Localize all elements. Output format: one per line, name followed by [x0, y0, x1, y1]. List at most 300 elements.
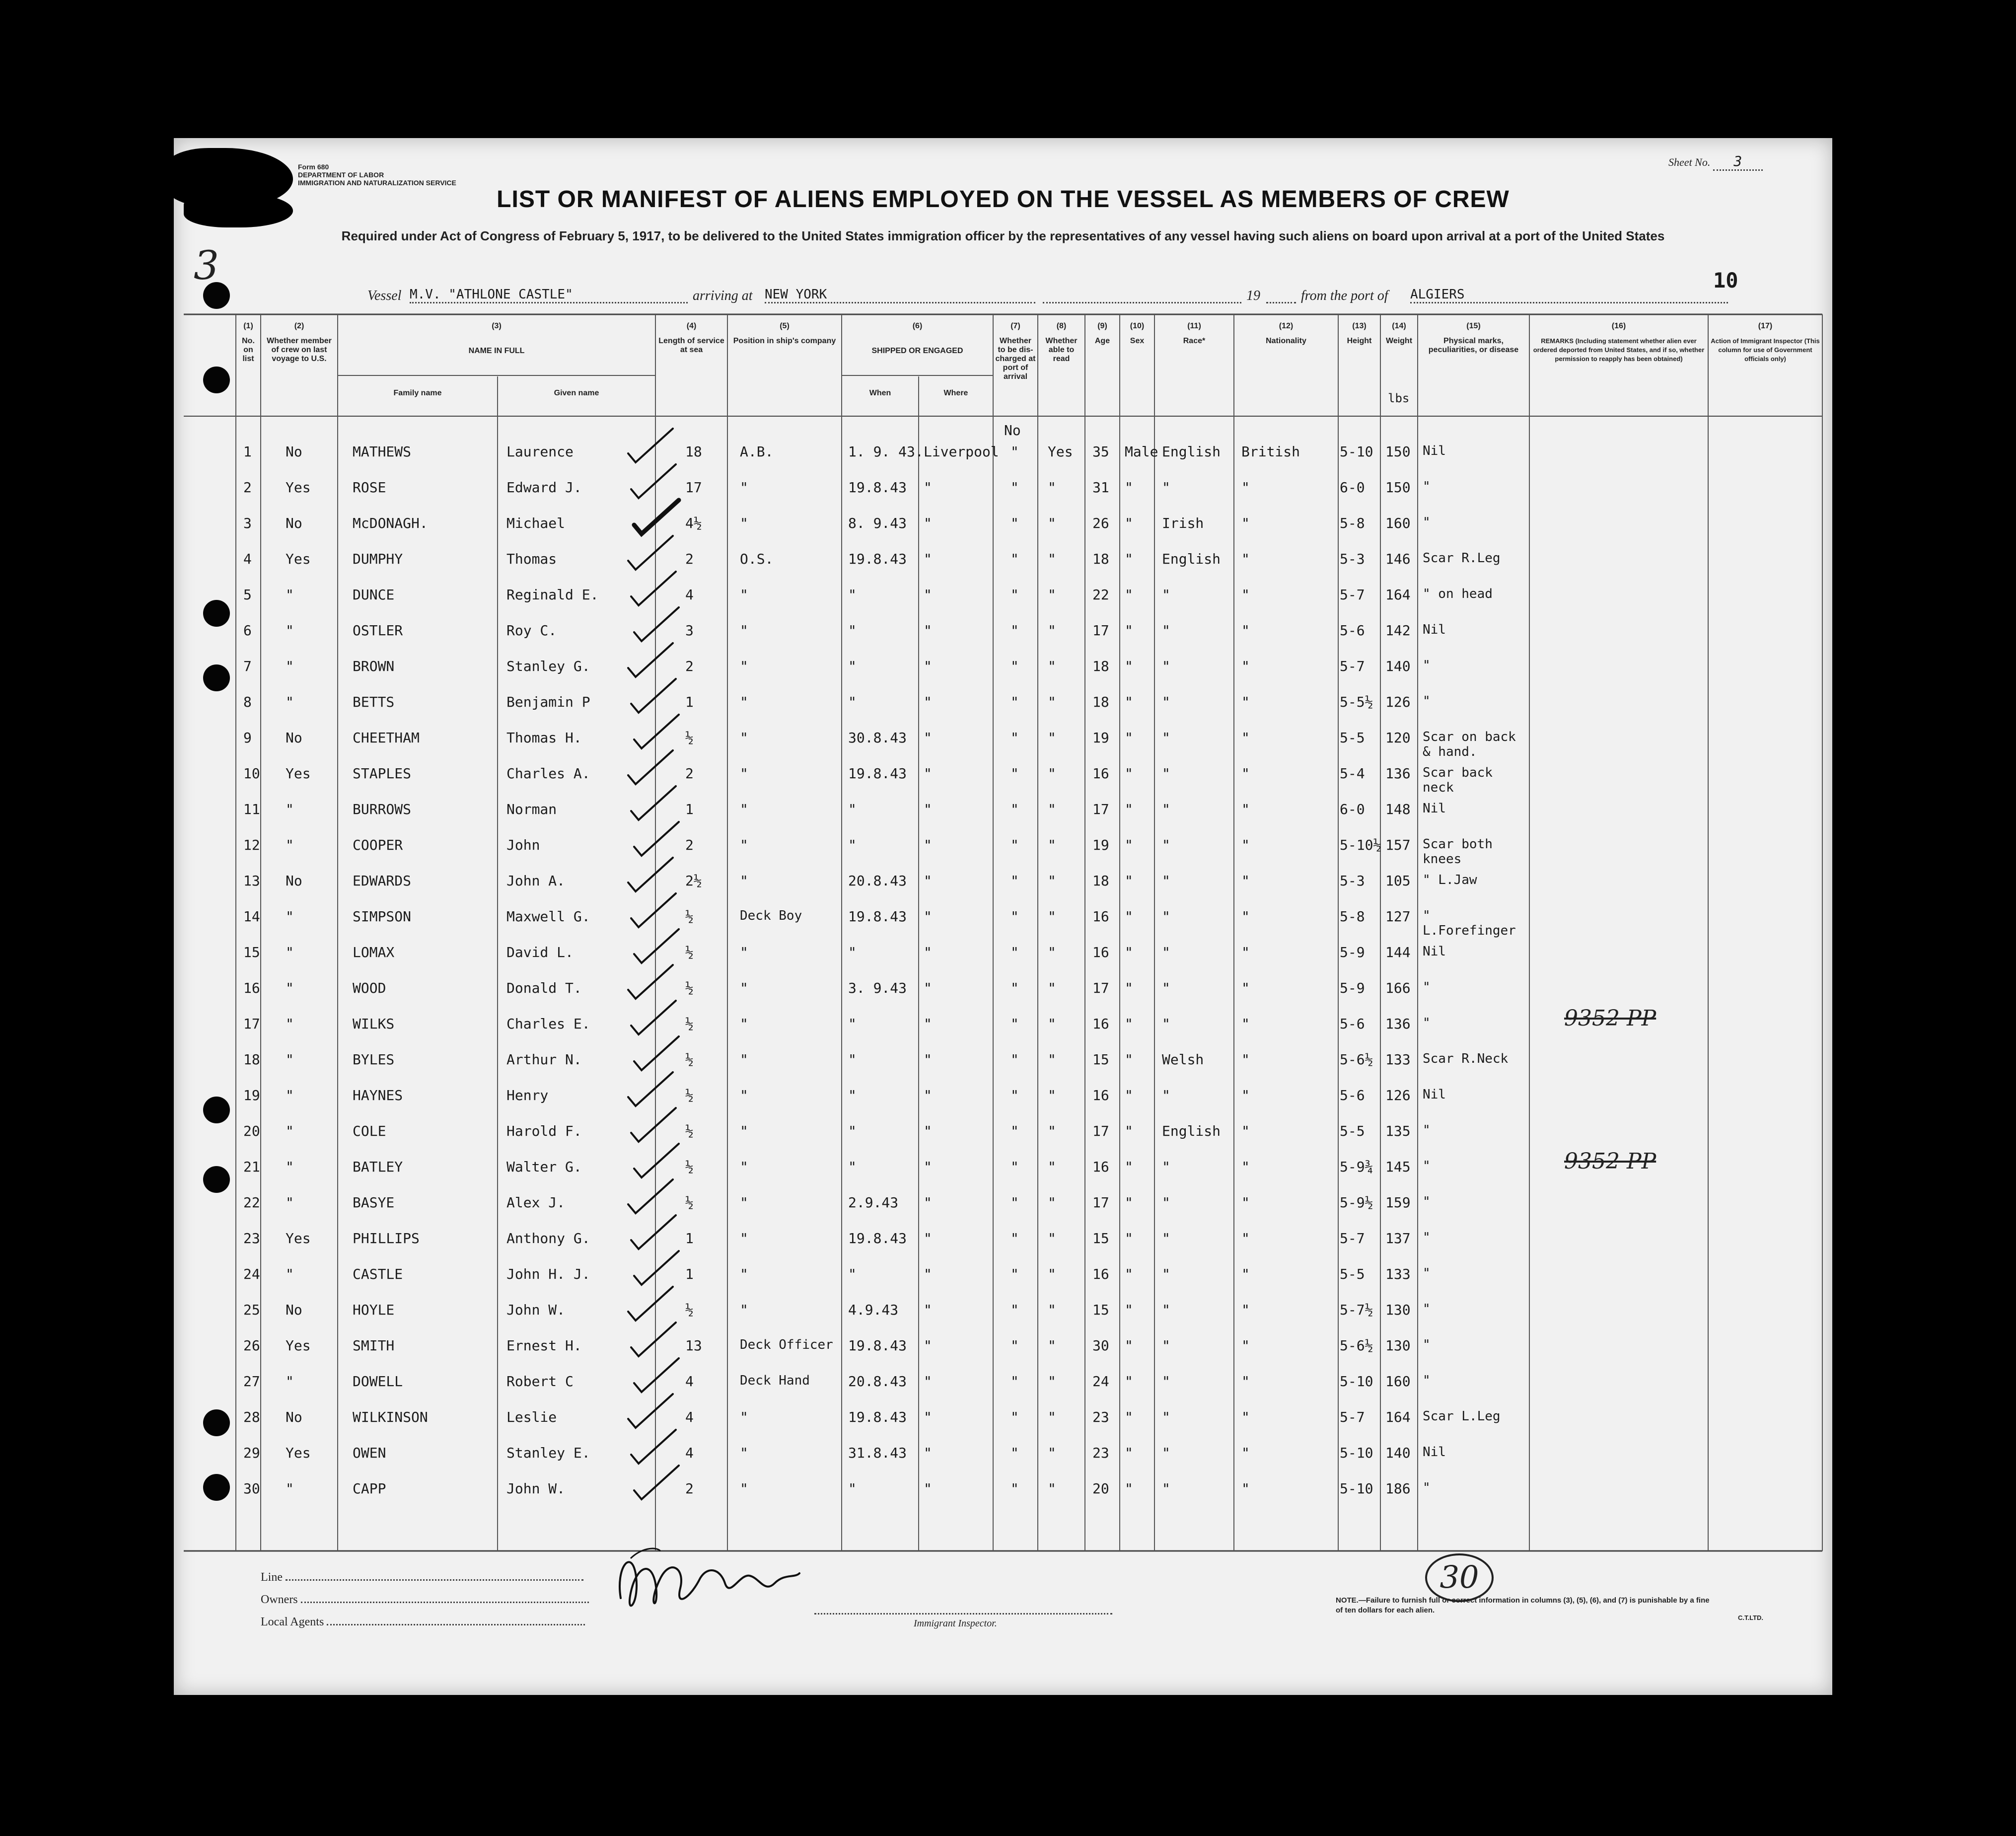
checkmark	[634, 1144, 679, 1177]
discharge: "	[1010, 801, 1019, 817]
nationality: "	[1241, 1445, 1250, 1461]
service-length: 4	[685, 587, 694, 603]
service-length: 4	[685, 1409, 694, 1425]
age: 15	[1092, 1302, 1109, 1318]
line-label-text: Line	[261, 1571, 283, 1584]
service-length: ½	[685, 1087, 694, 1103]
age: 22	[1092, 587, 1109, 603]
shipped-when: "	[848, 837, 857, 853]
nationality: "	[1241, 479, 1250, 496]
service-length: 2½	[685, 873, 702, 889]
position: "	[740, 1266, 748, 1282]
age: 35	[1092, 443, 1109, 460]
position: "	[740, 1445, 748, 1461]
form-number: Form 680	[298, 163, 329, 171]
able-to-read: "	[1048, 801, 1056, 817]
sex: "	[1125, 622, 1133, 639]
age: 19	[1092, 837, 1109, 853]
handwritten-signature	[601, 1539, 809, 1623]
service-length: 13	[685, 1337, 702, 1354]
position: "	[740, 873, 748, 889]
age: 16	[1092, 944, 1109, 960]
service-length: 2	[685, 658, 694, 674]
given-name: Leslie	[506, 1409, 557, 1425]
discharge: "	[1010, 587, 1019, 603]
able-to-read: "	[1048, 551, 1056, 567]
shipped-when: 30.8.43	[848, 730, 907, 746]
physical-marks: "	[1423, 658, 1431, 673]
race: "	[1162, 622, 1170, 639]
column-number: (6)	[912, 322, 923, 330]
year-label: 19	[1246, 288, 1260, 303]
physical-marks: Nil	[1423, 1445, 1446, 1460]
margin-handwritten-number: 3	[194, 242, 219, 289]
able-to-read: "	[1048, 587, 1056, 603]
weight: 157	[1385, 837, 1411, 853]
shipped-when: 31.8.43	[848, 1445, 907, 1461]
weight: 140	[1385, 658, 1411, 674]
age: 17	[1092, 1123, 1109, 1139]
shipped-when: "	[848, 944, 857, 960]
given-name: John W.	[506, 1480, 566, 1497]
checkmark	[634, 1358, 679, 1392]
service-length: ½	[685, 908, 694, 925]
shipped-where: "	[924, 694, 932, 710]
physical-marks: "	[1423, 1302, 1431, 1317]
prev-voyage: "	[286, 1159, 294, 1175]
race: "	[1162, 837, 1170, 853]
service-length: ½	[685, 1016, 694, 1032]
able-to-read: "	[1048, 658, 1056, 674]
column-number: (14)	[1392, 322, 1406, 330]
row-number: 3	[243, 515, 252, 531]
column-label: REMARKS (Including statement whether alien ever ordered deported from United States, and if so, whether permission to reapply has been obtained)	[1533, 337, 1705, 363]
position: "	[740, 694, 748, 710]
prev-voyage: "	[286, 1123, 294, 1139]
family-name: McDONAGH.	[353, 515, 428, 531]
height: 5-5	[1340, 730, 1365, 746]
checkmark	[634, 500, 679, 534]
given-name: John W.	[506, 1302, 566, 1318]
shipped-when: 4.9.43	[848, 1302, 899, 1318]
position: "	[740, 730, 748, 746]
family-name: SIMPSON	[353, 908, 412, 925]
family-name: DUNCE	[353, 587, 395, 603]
checkmark	[628, 965, 673, 999]
height: 5-4	[1340, 765, 1365, 782]
position: "	[740, 801, 748, 817]
nationality: "	[1241, 515, 1250, 531]
position: "	[740, 1016, 748, 1032]
column-number: (2)	[294, 322, 304, 330]
discharge: "	[1010, 1016, 1019, 1032]
discharge: "	[1010, 765, 1019, 782]
sex: "	[1125, 1445, 1133, 1461]
shipped-where: "	[924, 1409, 932, 1425]
circled-total	[1425, 1553, 1494, 1602]
prev-voyage: No	[286, 730, 302, 746]
race: "	[1162, 1373, 1170, 1390]
position: "	[740, 1159, 748, 1175]
family-name: ROSE	[353, 479, 386, 496]
nationality: "	[1241, 1337, 1250, 1354]
service-length: 18	[685, 443, 702, 460]
discharge: "	[1010, 551, 1019, 567]
service-length: ½	[685, 1051, 694, 1068]
family-name: PHILLIPS	[353, 1230, 420, 1247]
checkmark	[628, 1179, 673, 1213]
checkmark	[631, 1322, 676, 1356]
given-name: Benjamin P	[506, 694, 590, 710]
given-name: Michael	[506, 515, 566, 531]
prev-voyage: Yes	[286, 765, 311, 782]
able-to-read: "	[1048, 479, 1056, 496]
sex: "	[1125, 1016, 1133, 1032]
row-number: 1	[243, 443, 252, 460]
age: 26	[1092, 515, 1109, 531]
position: "	[740, 765, 748, 782]
weight: 120	[1385, 730, 1411, 746]
sex: "	[1125, 1230, 1133, 1247]
height: 5-8	[1340, 908, 1365, 925]
checkmark	[631, 786, 676, 820]
family-name: MATHEWS	[353, 443, 412, 460]
physical-marks: "	[1423, 479, 1431, 494]
prev-voyage: "	[286, 801, 294, 817]
sex: "	[1125, 1480, 1133, 1497]
age: 17	[1092, 622, 1109, 639]
height: 5-6½	[1340, 1337, 1373, 1354]
able-to-read: "	[1048, 1016, 1056, 1032]
age: 17	[1092, 801, 1109, 817]
checkmark	[631, 1108, 676, 1142]
physical-marks: "	[1423, 980, 1431, 995]
sheet-number: 3	[1713, 153, 1763, 171]
given-name: John	[506, 837, 540, 853]
given-name: Alex J.	[506, 1194, 566, 1211]
physical-marks: "	[1423, 1266, 1431, 1281]
sex: "	[1125, 1409, 1133, 1425]
height: 5-9½	[1340, 1194, 1373, 1211]
weight: 186	[1385, 1480, 1411, 1497]
able-to-read: "	[1048, 908, 1056, 925]
discharge: "	[1010, 1051, 1019, 1068]
given-name: Thomas	[506, 551, 557, 567]
row-number: 11	[243, 801, 260, 817]
discharge-note: No	[1004, 422, 1021, 439]
height: 5-7	[1340, 587, 1365, 603]
column-number: (13)	[1352, 322, 1367, 330]
discharge: "	[1010, 908, 1019, 925]
height: 5-10½	[1340, 837, 1382, 853]
discharge: "	[1010, 1159, 1019, 1175]
shipped-when: 20.8.43	[848, 1373, 907, 1390]
shipped-when: 19.8.43	[848, 1337, 907, 1354]
sex: Male	[1125, 443, 1158, 460]
height: 5-9¾	[1340, 1159, 1373, 1175]
physical-marks: " L.Forefinger	[1423, 908, 1516, 938]
able-to-read: "	[1048, 1266, 1056, 1282]
nationality: "	[1241, 658, 1250, 674]
checkmark	[631, 679, 676, 713]
age: 20	[1092, 1480, 1109, 1497]
discharge: "	[1010, 1087, 1019, 1103]
discharge: "	[1010, 1445, 1019, 1461]
physical-marks: "	[1423, 1123, 1431, 1138]
column-number: (16)	[1611, 322, 1626, 330]
checkmark	[631, 1001, 676, 1034]
prev-voyage: "	[286, 587, 294, 603]
nationality: "	[1241, 765, 1250, 782]
family-name: DOWELL	[353, 1373, 403, 1390]
sex: "	[1125, 765, 1133, 782]
row-number: 23	[243, 1230, 260, 1247]
height: 5-6	[1340, 622, 1365, 639]
able-to-read: "	[1048, 1230, 1056, 1247]
able-to-read: "	[1048, 1159, 1056, 1175]
discharge: "	[1010, 730, 1019, 746]
physical-marks: Nil	[1423, 1087, 1446, 1102]
weight: 150	[1385, 443, 1411, 460]
position: "	[740, 1480, 748, 1497]
given-name: Donald T.	[506, 980, 582, 996]
column-label: Age	[1094, 337, 1110, 345]
prev-voyage: "	[286, 1016, 294, 1032]
shipped-where: "	[924, 1445, 932, 1461]
nationality: "	[1241, 1409, 1250, 1425]
given-name: Norman	[506, 801, 557, 817]
given-name: John A.	[506, 873, 566, 889]
column-number: (12)	[1279, 322, 1294, 330]
discharge: "	[1010, 837, 1019, 853]
age: 15	[1092, 1051, 1109, 1068]
weight: 145	[1385, 1159, 1411, 1175]
service-length: 4	[685, 1445, 694, 1461]
shipped-when: "	[848, 1480, 857, 1497]
checkmark	[631, 572, 676, 605]
weight: 130	[1385, 1337, 1411, 1354]
shipped-when: "	[848, 587, 857, 603]
position: Deck Boy	[740, 908, 802, 923]
able-to-read: "	[1048, 1373, 1056, 1390]
shipped-when: "	[848, 1087, 857, 1103]
shipped-when: "	[848, 1016, 857, 1032]
height: 5-10	[1340, 443, 1373, 460]
printer-mark: C.T.LTD.	[1738, 1614, 1764, 1621]
row-number: 22	[243, 1194, 260, 1211]
race: "	[1162, 873, 1170, 889]
height: 5-9	[1340, 980, 1365, 996]
checkmark	[634, 1036, 679, 1070]
discharge: "	[1010, 1480, 1019, 1497]
family-name: DUMPHY	[353, 551, 403, 567]
position: Deck Officer	[740, 1337, 833, 1352]
shipped-where: "	[924, 479, 932, 496]
nationality: "	[1241, 1302, 1250, 1318]
race: "	[1162, 694, 1170, 710]
physical-marks: Scar R.Neck	[1423, 1051, 1509, 1066]
weight: 126	[1385, 1087, 1411, 1103]
inspector-signature-line	[814, 1608, 1112, 1615]
sex: "	[1125, 801, 1133, 817]
shipped-when: 19.8.43	[848, 479, 907, 496]
shipped-where: "	[924, 622, 932, 639]
height: 5-5	[1340, 1123, 1365, 1139]
able-to-read: "	[1048, 873, 1056, 889]
row-number: 16	[243, 980, 260, 996]
age: 31	[1092, 479, 1109, 496]
physical-marks: " L.Jaw	[1423, 873, 1477, 887]
height: 5-8	[1340, 515, 1365, 531]
given-name: Robert C	[506, 1373, 574, 1390]
column-number: (1)	[243, 322, 253, 330]
prev-voyage: "	[286, 980, 294, 996]
race: "	[1162, 1159, 1170, 1175]
column-label: Height	[1347, 337, 1372, 345]
able-to-read: "	[1048, 1445, 1056, 1461]
physical-marks: Scar back neck	[1423, 765, 1493, 795]
able-to-read: "	[1048, 1123, 1056, 1139]
weight: 133	[1385, 1266, 1411, 1282]
checkmark	[631, 893, 676, 927]
sex: "	[1125, 873, 1133, 889]
service-length: ½	[685, 730, 694, 746]
family-name: BETTS	[353, 694, 395, 710]
weight: 148	[1385, 801, 1411, 817]
physical-marks: "	[1423, 1373, 1431, 1388]
sheet-label: Sheet No.	[1668, 156, 1711, 168]
age: 16	[1092, 1016, 1109, 1032]
shipped-where: "	[924, 730, 932, 746]
family-name: COOPER	[353, 837, 403, 853]
age: 15	[1092, 1230, 1109, 1247]
height: 6-0	[1340, 479, 1365, 496]
weight: 166	[1385, 980, 1411, 996]
nationality: "	[1241, 944, 1250, 960]
weight: 140	[1385, 1445, 1411, 1461]
height: 5-6	[1340, 1087, 1365, 1103]
service-length: ½	[685, 1194, 694, 1211]
position: "	[740, 1123, 748, 1139]
race: Irish	[1162, 515, 1204, 531]
able-to-read: "	[1048, 622, 1056, 639]
discharge: "	[1010, 1337, 1019, 1354]
nationality: "	[1241, 873, 1250, 889]
line-label	[261, 1571, 583, 1584]
able-to-read: Yes	[1048, 443, 1073, 460]
given-name: Henry	[506, 1087, 549, 1103]
family-name: CASTLE	[353, 1266, 403, 1282]
given-name: Edward J.	[506, 479, 582, 496]
prev-voyage: No	[286, 1302, 302, 1318]
sex: "	[1125, 658, 1133, 674]
sex: "	[1125, 980, 1133, 996]
weight: 133	[1385, 1051, 1411, 1068]
service-length: ½	[685, 1302, 694, 1318]
row-number: 13	[243, 873, 260, 889]
physical-marks: "	[1423, 1230, 1431, 1245]
shipped-where: Liverpool	[924, 443, 999, 460]
physical-marks: "	[1423, 1016, 1431, 1030]
sex: "	[1125, 908, 1133, 925]
column-number: (9)	[1097, 322, 1107, 330]
shipped-where: "	[924, 1302, 932, 1318]
nationality: "	[1241, 980, 1250, 996]
checkmark	[631, 464, 676, 498]
sex: "	[1125, 479, 1133, 496]
race: "	[1162, 944, 1170, 960]
shipped-when: 8. 9.43	[848, 515, 907, 531]
family-name: COLE	[353, 1123, 386, 1139]
shipped-when: "	[848, 1159, 857, 1175]
checkmark	[628, 429, 673, 462]
shipped-when: "	[848, 694, 857, 710]
nationality: "	[1241, 1373, 1250, 1390]
column-number: (3)	[492, 322, 502, 330]
discharge: "	[1010, 622, 1019, 639]
family-name: OSTLER	[353, 622, 403, 639]
family-name: STAPLES	[353, 765, 412, 782]
nationality: "	[1241, 1016, 1250, 1032]
physical-marks: "	[1423, 1480, 1431, 1495]
column-number: (15)	[1466, 322, 1481, 330]
from-port: ALGIERS	[1410, 287, 1728, 303]
prev-voyage: "	[286, 944, 294, 960]
checkmark-layer	[174, 138, 1832, 1695]
shipped-when: "	[848, 801, 857, 817]
height: 5-7	[1340, 1230, 1365, 1247]
service-length: 2	[685, 551, 694, 567]
service-length: 1	[685, 694, 694, 710]
column-label: Whether member of crew on last voyage to U.S.	[267, 337, 332, 363]
age: 16	[1092, 1266, 1109, 1282]
nationality: "	[1241, 1159, 1250, 1175]
service-length: ½	[685, 944, 694, 960]
checkmark	[628, 750, 673, 784]
checkmark	[628, 643, 673, 677]
weight: 136	[1385, 1016, 1411, 1032]
able-to-read: "	[1048, 980, 1056, 996]
height: 5-6½	[1340, 1051, 1373, 1068]
prev-voyage: "	[286, 1087, 294, 1103]
position: "	[740, 1302, 748, 1318]
row-number: 24	[243, 1266, 260, 1282]
age: 18	[1092, 658, 1109, 674]
race: "	[1162, 1409, 1170, 1425]
sex: "	[1125, 1302, 1133, 1318]
race: "	[1162, 1016, 1170, 1032]
nationality: "	[1241, 1194, 1250, 1211]
physical-marks: Nil	[1423, 944, 1446, 959]
checkmark	[634, 607, 679, 641]
service-length: 4	[685, 1373, 694, 1390]
able-to-read: "	[1048, 515, 1056, 531]
given-name: Anthony G.	[506, 1230, 590, 1247]
prev-voyage: No	[286, 515, 302, 531]
sex: "	[1125, 1123, 1133, 1139]
service-length: 1	[685, 1230, 694, 1247]
race: English	[1162, 551, 1221, 567]
page-count: 10	[1713, 268, 1738, 293]
given-name: Thomas H.	[506, 730, 582, 746]
discharge: "	[1010, 658, 1019, 674]
sex: "	[1125, 694, 1133, 710]
checkmark	[628, 1072, 673, 1106]
given-name: Arthur N.	[506, 1051, 582, 1068]
height: 5-7	[1340, 658, 1365, 674]
race: "	[1162, 730, 1170, 746]
row-number: 28	[243, 1409, 260, 1425]
